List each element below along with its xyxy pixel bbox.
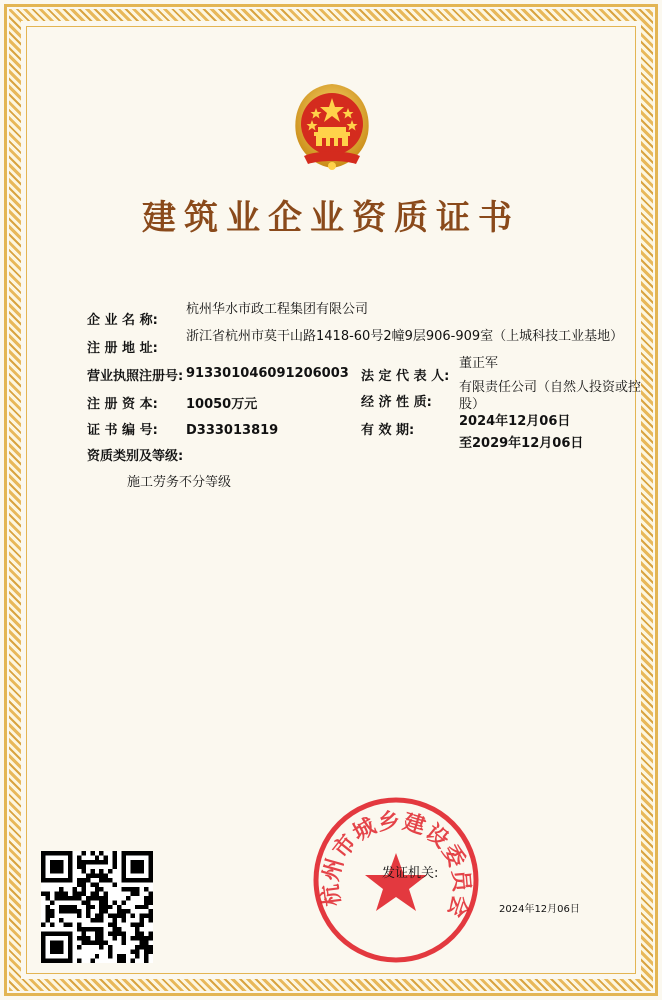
qr-module — [95, 932, 99, 936]
qr-module — [99, 945, 103, 949]
qr-module — [72, 896, 76, 900]
qr-module — [126, 896, 130, 900]
qr-module — [63, 905, 67, 909]
qr-module — [104, 900, 108, 904]
qr-module — [81, 941, 85, 945]
qr-module — [86, 878, 90, 882]
qr-module — [144, 914, 148, 918]
qr-module — [122, 936, 126, 940]
qr-module — [122, 887, 126, 891]
qr-module — [90, 905, 94, 909]
qr-module — [113, 932, 117, 936]
qr-module — [59, 905, 63, 909]
qr-module — [108, 950, 112, 954]
qr-module — [113, 882, 117, 886]
qr-module — [131, 891, 135, 895]
qr-module — [77, 927, 81, 931]
qr-module — [90, 873, 94, 877]
capital-value: 10050万元 — [186, 397, 258, 412]
qr-module — [77, 878, 81, 882]
qr-module — [149, 914, 153, 918]
qr-module — [95, 873, 99, 877]
address-value: 浙江省杭州市莫干山路1418-60号2幢9层906-909室（上城科技工业基地） — [186, 329, 624, 344]
qualification-value: 施工劳务不分等级 — [127, 475, 232, 490]
qr-module — [108, 905, 112, 909]
qr-module — [59, 891, 63, 895]
qr-module — [140, 932, 144, 936]
qr-module — [135, 927, 139, 931]
qr-module — [135, 954, 139, 958]
qr-module — [86, 905, 90, 909]
qr-module — [95, 891, 99, 895]
qr-module — [68, 905, 72, 909]
qr-module — [104, 891, 108, 895]
capital-label: 注 册 资 本: — [87, 397, 158, 412]
qr-module — [90, 959, 94, 963]
econ-type-value-line1-wrap — [459, 380, 641, 396]
validity-label: 有 效 期: — [361, 423, 415, 438]
qr-module — [117, 954, 121, 958]
qr-module — [144, 959, 148, 963]
qr-module — [108, 954, 112, 958]
qr-module — [72, 909, 76, 913]
qr-code[interactable] — [41, 851, 153, 963]
qr-module — [113, 923, 117, 927]
qr-module — [54, 896, 58, 900]
qr-module — [95, 855, 99, 859]
qr-module — [131, 923, 135, 927]
validity-from-wrap — [459, 414, 570, 430]
qr-module — [81, 927, 85, 931]
qr-module — [149, 896, 153, 900]
qr-module — [68, 909, 72, 913]
address-row — [87, 341, 158, 357]
qr-module — [149, 891, 153, 895]
qr-module — [117, 914, 121, 918]
qr-module — [99, 860, 103, 864]
qr-module — [126, 887, 130, 891]
qr-module — [104, 860, 108, 864]
qr-module — [81, 900, 85, 904]
qr-module — [45, 918, 49, 922]
qr-module — [108, 878, 112, 882]
qr-module — [135, 905, 139, 909]
qr-module — [95, 914, 99, 918]
qr-module — [117, 905, 121, 909]
qr-module — [113, 936, 117, 940]
qr-module — [99, 887, 103, 891]
issuer-label: 发证机关: — [382, 866, 439, 881]
qr-module — [135, 945, 139, 949]
qr-module — [77, 882, 81, 886]
qr-module — [81, 936, 85, 940]
qr-module — [63, 909, 67, 913]
qr-module — [122, 954, 126, 958]
qr-module — [99, 941, 103, 945]
qr-module — [140, 936, 144, 940]
qr-module — [72, 891, 76, 895]
qr-module — [131, 936, 135, 940]
qr-module — [131, 959, 135, 963]
qr-module — [99, 932, 103, 936]
qr-module — [90, 918, 94, 922]
qr-module — [144, 896, 148, 900]
qr-module — [140, 923, 144, 927]
qr-module — [104, 878, 108, 882]
qr-module — [45, 914, 49, 918]
qr-module — [41, 891, 45, 895]
qr-module — [140, 941, 144, 945]
qr-module — [99, 905, 103, 909]
qr-module — [149, 909, 153, 913]
qr-module — [99, 909, 103, 913]
qr-module — [81, 851, 85, 855]
legal-rep-label: 法 定 代 表 人: — [361, 369, 450, 384]
capital-row — [87, 397, 158, 413]
qr-module — [104, 873, 108, 877]
qr-module — [59, 887, 63, 891]
qr-module — [122, 914, 126, 918]
qr-module — [86, 896, 90, 900]
qr-module — [108, 945, 112, 949]
qr-module — [149, 936, 153, 940]
qr-module — [131, 887, 135, 891]
qr-module — [135, 891, 139, 895]
qr-module — [86, 941, 90, 945]
qr-module — [81, 864, 85, 868]
qr-module — [81, 932, 85, 936]
cert-no-value: D333013819 — [186, 423, 279, 438]
qr-module — [90, 851, 94, 855]
qr-module — [99, 914, 103, 918]
legal-rep-value: 董正军 — [459, 356, 499, 371]
certificate-title: 建筑业企业资质证书 — [142, 198, 520, 238]
qr-module — [59, 896, 63, 900]
qr-module — [72, 905, 76, 909]
capital-value-wrap — [186, 397, 257, 413]
qr-module — [117, 909, 121, 913]
qr-module — [144, 905, 148, 909]
qr-module — [122, 959, 126, 963]
qr-module — [59, 918, 63, 922]
qr-module — [95, 927, 99, 931]
qr-module — [122, 909, 126, 913]
qr-module — [77, 936, 81, 940]
qr-module — [135, 932, 139, 936]
license-value-wrap — [186, 366, 349, 382]
qr-module — [54, 891, 58, 895]
qr-module — [99, 927, 103, 931]
qr-module — [99, 896, 103, 900]
issue-date: 2024年12月06日 — [499, 904, 580, 915]
qr-module — [77, 891, 81, 895]
qr-module — [140, 918, 144, 922]
qr-module — [140, 905, 144, 909]
qr-module — [90, 882, 94, 886]
qr-module — [122, 918, 126, 922]
qualification-value-wrap — [127, 475, 231, 491]
qr-module — [104, 909, 108, 913]
qr-module — [90, 869, 94, 873]
qr-module — [144, 900, 148, 904]
qr-module — [149, 945, 153, 949]
qr-module — [59, 909, 63, 913]
qr-module — [113, 900, 117, 904]
qr-module — [99, 936, 103, 940]
qr-module — [113, 860, 117, 864]
qr-module — [86, 914, 90, 918]
qr-module — [95, 918, 99, 922]
qr-module — [144, 941, 148, 945]
qr-module — [104, 855, 108, 859]
qr-module — [135, 887, 139, 891]
address-label: 注 册 地 址: — [87, 341, 158, 356]
qr-module — [99, 900, 103, 904]
qr-module — [86, 909, 90, 913]
qr-module — [144, 936, 148, 940]
qr-module — [99, 851, 103, 855]
qr-module — [140, 914, 144, 918]
qr-module — [77, 909, 81, 913]
company-name-value: 杭州华水市政工程集团有限公司 — [186, 302, 369, 317]
qr-module — [104, 896, 108, 900]
qr-module — [113, 851, 117, 855]
qr-module — [144, 950, 148, 954]
qr-module — [135, 923, 139, 927]
qr-module — [131, 950, 135, 954]
qr-module — [77, 855, 81, 859]
qr-module — [126, 909, 130, 913]
qr-module — [95, 941, 99, 945]
qr-module — [50, 909, 54, 913]
qr-module — [149, 900, 153, 904]
qr-module — [117, 959, 121, 963]
qr-module — [131, 914, 135, 918]
qr-module — [77, 864, 81, 868]
qr-module — [149, 950, 153, 954]
qr-module — [81, 860, 85, 864]
qr-module — [90, 860, 94, 864]
qr-module — [95, 896, 99, 900]
econ-type-value-line1: 有限责任公司（自然人投资或控 — [459, 380, 642, 395]
license-row — [87, 369, 183, 385]
qr-module — [50, 914, 54, 918]
qr-module — [86, 873, 90, 877]
qr-module — [99, 918, 103, 922]
qr-module — [77, 959, 81, 963]
validity-to: 至2029年12月06日 — [459, 436, 584, 451]
qr-module — [95, 936, 99, 940]
qr-module — [95, 860, 99, 864]
qr-module — [86, 936, 90, 940]
license-value: 913301046091206003 — [186, 366, 349, 381]
company-name-value-wrap — [186, 302, 368, 318]
qr-module — [77, 896, 81, 900]
qr-module — [104, 905, 108, 909]
qr-module — [86, 860, 90, 864]
qr-module — [63, 891, 67, 895]
qr-module — [113, 914, 117, 918]
validity-row — [361, 423, 414, 439]
national-emblem — [286, 80, 378, 176]
seal-text: 杭州市城乡建设委员会 — [317, 807, 475, 922]
company-name-row — [87, 313, 158, 329]
econ-type-value-line2-wrap — [459, 397, 485, 413]
qualification-row — [87, 449, 183, 465]
qr-module — [149, 932, 153, 936]
qr-module — [122, 941, 126, 945]
qr-module — [77, 945, 81, 949]
validity-from: 2024年12月06日 — [459, 414, 571, 429]
qr-module — [81, 891, 85, 895]
qr-module — [113, 855, 117, 859]
cert-no-label: 证 书 编 号: — [87, 423, 158, 438]
qr-module — [41, 923, 45, 927]
qr-module — [99, 878, 103, 882]
qr-module — [99, 873, 103, 877]
cert-no-row — [87, 423, 158, 439]
qr-module — [108, 923, 112, 927]
qr-module — [81, 869, 85, 873]
qr-module — [113, 927, 117, 931]
econ-type-value-line2: 股） — [459, 397, 486, 412]
qr-module — [95, 954, 99, 958]
qr-module — [90, 891, 94, 895]
license-label: 营业执照注册号: — [87, 369, 184, 384]
qr-module — [104, 941, 108, 945]
cert-no-value-wrap — [186, 423, 278, 439]
legal-rep-value-wrap — [459, 356, 498, 372]
qr-module — [113, 918, 117, 922]
qr-module — [108, 914, 112, 918]
qr-module — [117, 927, 121, 931]
econ-type-row — [361, 395, 432, 411]
qr-module — [95, 887, 99, 891]
legal-rep-row — [361, 369, 449, 385]
qr-module — [140, 945, 144, 949]
qr-module — [144, 887, 148, 891]
qr-module — [108, 869, 112, 873]
qr-module — [77, 914, 81, 918]
qr-module — [77, 860, 81, 864]
qr-module — [149, 918, 153, 922]
qr-module — [95, 882, 99, 886]
qr-module — [77, 923, 81, 927]
qr-module — [122, 900, 126, 904]
qr-module — [45, 891, 49, 895]
qr-module — [63, 896, 67, 900]
company-name-label: 企 业 名 称: — [87, 313, 158, 328]
qr-module — [45, 905, 49, 909]
qr-module — [99, 869, 103, 873]
address-value-wrap — [186, 329, 623, 345]
qr-module — [144, 954, 148, 958]
qr-module — [63, 923, 67, 927]
qr-module — [135, 950, 139, 954]
qr-module — [108, 932, 112, 936]
qualification-label: 资质类别及等级: — [87, 449, 184, 464]
qr-module — [81, 882, 85, 886]
qr-module — [135, 936, 139, 940]
qr-module — [90, 927, 94, 931]
qr-module — [86, 900, 90, 904]
qr-module — [45, 909, 49, 913]
qr-module — [144, 945, 148, 949]
econ-type-label: 经 济 性 质: — [361, 395, 432, 410]
qr-module — [68, 896, 72, 900]
qr-module — [117, 932, 121, 936]
qr-module — [90, 896, 94, 900]
qr-module — [90, 941, 94, 945]
qr-module — [68, 923, 72, 927]
qr-module — [113, 864, 117, 868]
qr-module — [45, 896, 49, 900]
qr-module — [81, 887, 85, 891]
qr-module — [50, 900, 54, 904]
qr-module — [50, 923, 54, 927]
validity-to-wrap — [459, 436, 583, 452]
qr-module — [122, 932, 126, 936]
qr-module — [86, 927, 90, 931]
qr-module — [81, 878, 85, 882]
qr-module — [72, 887, 76, 891]
